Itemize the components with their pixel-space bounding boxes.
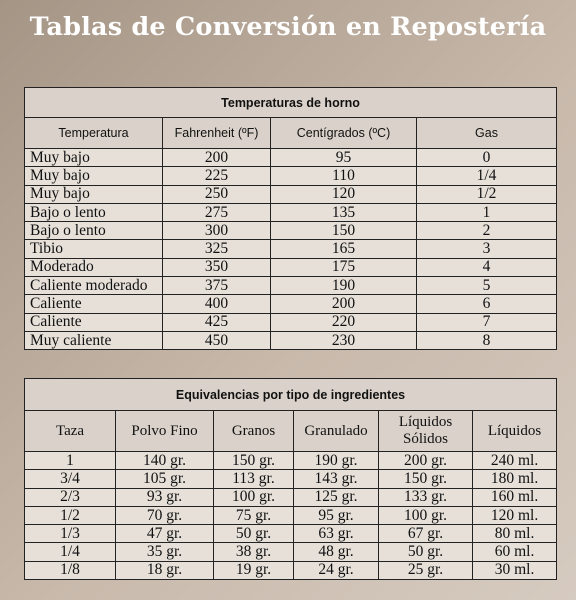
table-cell: 1/4: [25, 543, 116, 561]
table-cell: 143 gr.: [294, 470, 379, 488]
table-cell: 150: [271, 222, 417, 240]
table-cell: 48 gr.: [294, 543, 379, 561]
table-cell: 240 ml.: [473, 452, 557, 470]
table-cell: Muy bajo: [25, 185, 163, 203]
table-cell: 113 gr.: [214, 470, 294, 488]
table-cell: Bajo o lento: [25, 203, 163, 221]
table-cell: 95: [271, 149, 417, 167]
table-cell: 18 gr.: [116, 561, 214, 579]
table-row: [25, 452, 557, 470]
table-row: [25, 185, 557, 203]
table-cell: Muy bajo: [25, 167, 163, 185]
column-header: Temperatura: [25, 118, 163, 149]
column-header: Fahrenheit (ºF): [163, 118, 271, 149]
table-cell: 230: [271, 331, 417, 349]
table-cell: 80 ml.: [473, 525, 557, 543]
table-cell: 200: [271, 295, 417, 313]
table-row: [25, 258, 557, 276]
table-cell: 425: [163, 313, 271, 331]
table-cell: 250: [163, 185, 271, 203]
table-cell: 200: [163, 149, 271, 167]
column-header: Centígrados (ºC): [271, 118, 417, 149]
table-row: [25, 277, 557, 295]
table-row: [25, 222, 557, 240]
column-header: Granulado: [294, 411, 379, 452]
column-header: Gas: [417, 118, 557, 149]
table-row: [25, 331, 557, 349]
table-cell: 300: [163, 222, 271, 240]
table-cell: 60 ml.: [473, 543, 557, 561]
table-cell: 1/3: [25, 525, 116, 543]
table-cell: 100 gr.: [214, 488, 294, 506]
table-cell: 135: [271, 203, 417, 221]
table-cell: 220: [271, 313, 417, 331]
table-cell: 1/8: [25, 561, 116, 579]
table-cell: 190: [271, 277, 417, 295]
table-row: [25, 167, 557, 185]
table-cell: 400: [163, 295, 271, 313]
table-cell: 165: [271, 240, 417, 258]
table-cell: 2: [417, 222, 557, 240]
table-cell: 24 gr.: [294, 561, 379, 579]
table-cell: 47 gr.: [116, 525, 214, 543]
table-cell: 190 gr.: [294, 452, 379, 470]
table-cell: Muy bajo: [25, 149, 163, 167]
table-cell: 200 gr.: [379, 452, 473, 470]
table-cell: 105 gr.: [116, 470, 214, 488]
table-row: [25, 470, 557, 488]
column-header: Polvo Fino: [116, 411, 214, 452]
table-cell: Caliente moderado: [25, 277, 163, 295]
table-cell: 50 gr.: [379, 543, 473, 561]
table-cell: Moderado: [25, 258, 163, 276]
table-cell: 325: [163, 240, 271, 258]
table-row: [25, 149, 557, 167]
table-cell: 125 gr.: [294, 488, 379, 506]
table-cell: 160 ml.: [473, 488, 557, 506]
table-cell: 75 gr.: [214, 506, 294, 524]
table-cell: 1: [25, 452, 116, 470]
table-cell: 150 gr.: [379, 470, 473, 488]
table-cell: 67 gr.: [379, 525, 473, 543]
table-cell: 50 gr.: [214, 525, 294, 543]
table-cell: Muy caliente: [25, 331, 163, 349]
column-header: Granos: [214, 411, 294, 452]
table-row: [25, 203, 557, 221]
table-cell: 1: [417, 203, 557, 221]
table-row: [25, 313, 557, 331]
table-cell: 38 gr.: [214, 543, 294, 561]
table-cell: 1/2: [417, 185, 557, 203]
table-cell: 100 gr.: [379, 506, 473, 524]
table-cell: 120: [271, 185, 417, 203]
table-cell: 175: [271, 258, 417, 276]
table-cell: 150 gr.: [214, 452, 294, 470]
table-cell: Tibio: [25, 240, 163, 258]
table-cell: 70 gr.: [116, 506, 214, 524]
table-cell: 6: [417, 295, 557, 313]
table-cell: 180 ml.: [473, 470, 557, 488]
table-cell: 35 gr.: [116, 543, 214, 561]
table-row: [25, 240, 557, 258]
table-cell: 3: [417, 240, 557, 258]
table-cell: 275: [163, 203, 271, 221]
page-title: Tablas de Conversión en Repostería: [29, 12, 547, 42]
table-cell: 1/4: [417, 167, 557, 185]
column-header: Líquidos Sólidos: [379, 411, 473, 452]
table-cell: 0: [417, 149, 557, 167]
table-cell: 110: [271, 167, 417, 185]
table-cell: 120 ml.: [473, 506, 557, 524]
oven-table-caption: Temperaturas de horno: [25, 88, 557, 118]
table-cell: 2/3: [25, 488, 116, 506]
table-cell: 133 gr.: [379, 488, 473, 506]
table-row: [25, 295, 557, 313]
table-row: [25, 525, 557, 543]
table-cell: Caliente: [25, 295, 163, 313]
column-header: Taza: [25, 411, 116, 452]
table-cell: 225: [163, 167, 271, 185]
table-cell: 450: [163, 331, 271, 349]
table-cell: 63 gr.: [294, 525, 379, 543]
table-cell: 1/2: [25, 506, 116, 524]
table-row: [25, 506, 557, 524]
table-row: [25, 543, 557, 561]
table-cell: 4: [417, 258, 557, 276]
table-cell: 30 ml.: [473, 561, 557, 579]
table-cell: 93 gr.: [116, 488, 214, 506]
ingredient-equivalence-table: [24, 378, 557, 580]
table-cell: 350: [163, 258, 271, 276]
table-cell: Caliente: [25, 313, 163, 331]
column-header: Líquidos: [473, 411, 557, 452]
table-cell: 95 gr.: [294, 506, 379, 524]
ingredients-table-caption: Equivalencias por tipo de ingredientes: [25, 379, 557, 411]
table-row: [25, 561, 557, 579]
table-cell: 8: [417, 331, 557, 349]
table-cell: Bajo o lento: [25, 222, 163, 240]
table-cell: 7: [417, 313, 557, 331]
table-cell: 19 gr.: [214, 561, 294, 579]
table-cell: 25 gr.: [379, 561, 473, 579]
table-cell: 5: [417, 277, 557, 295]
table-cell: 3/4: [25, 470, 116, 488]
table-row: [25, 488, 557, 506]
table-cell: 140 gr.: [116, 452, 214, 470]
oven-temperature-table: [24, 87, 557, 350]
table-cell: 375: [163, 277, 271, 295]
